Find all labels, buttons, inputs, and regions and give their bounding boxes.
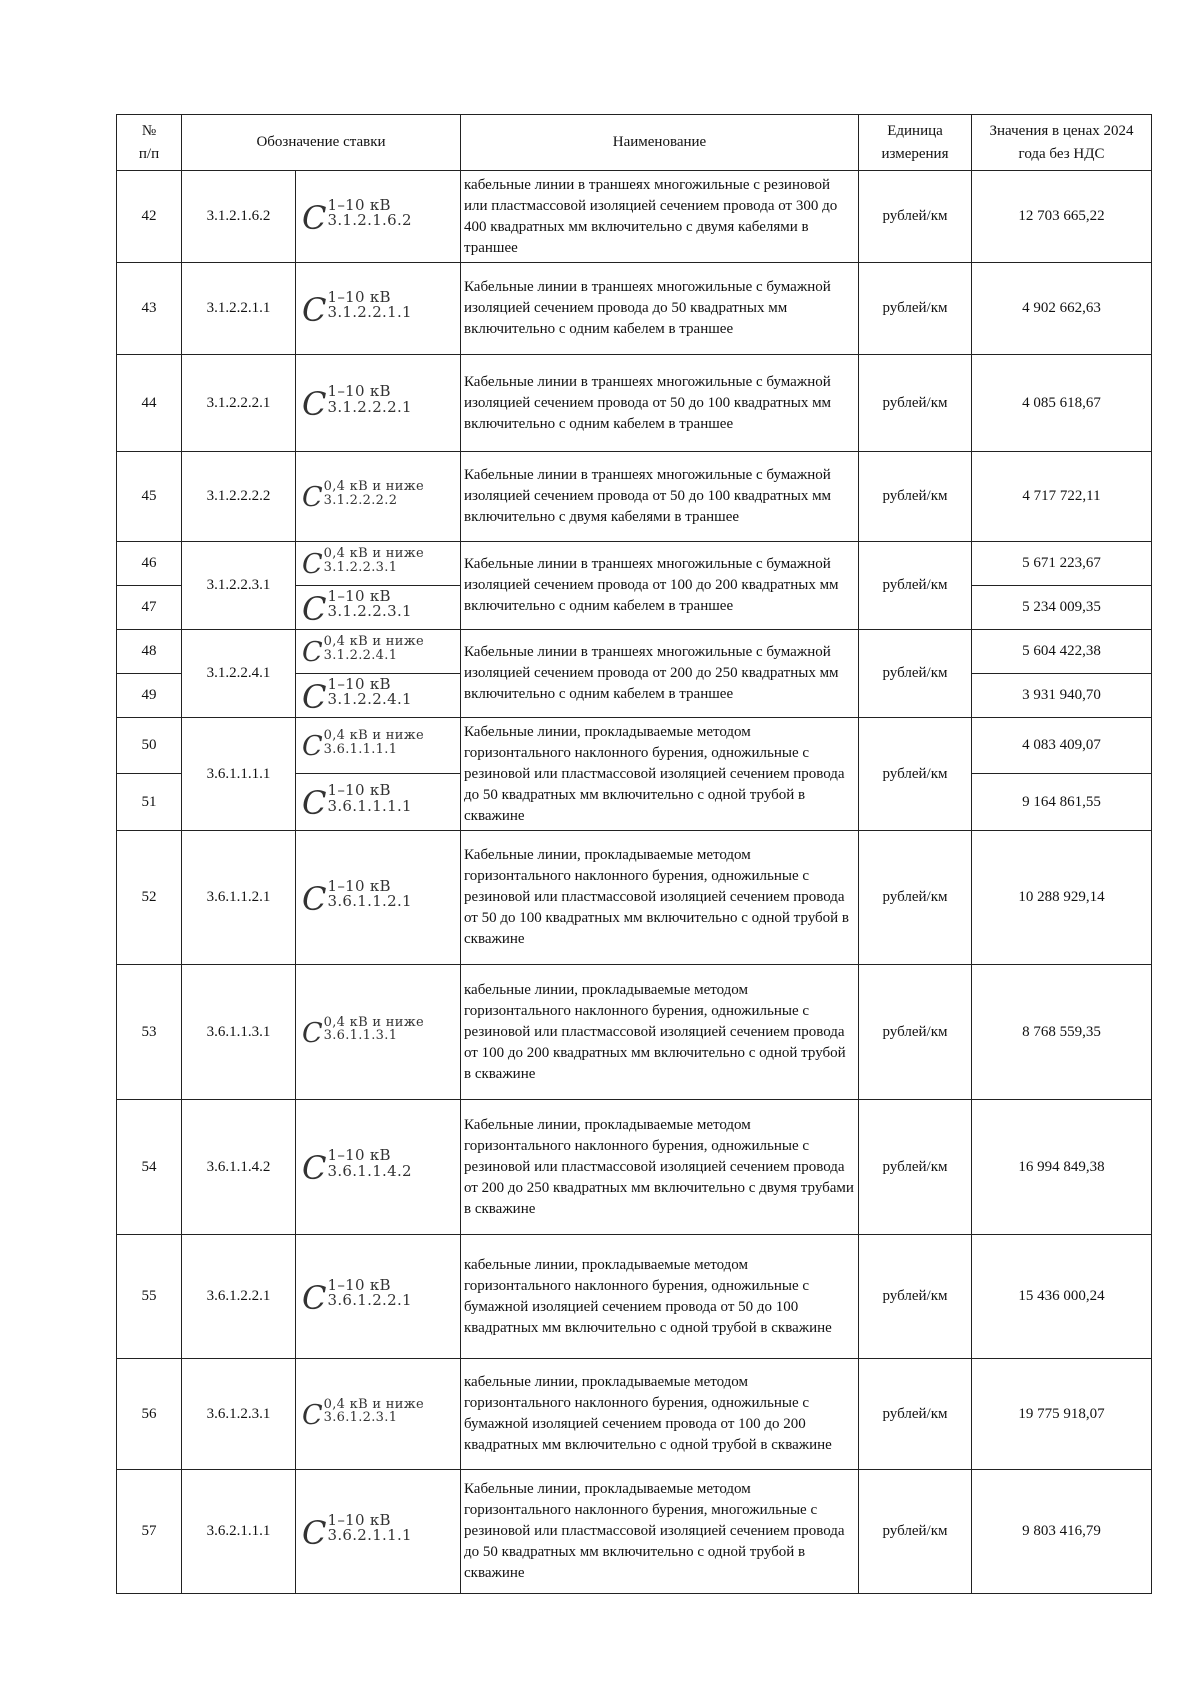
- rate-value: 15 436 000,24: [972, 1235, 1152, 1359]
- rate-symbol-cell: [296, 1359, 461, 1470]
- rate-name: Кабельные линии, прокладываемые методом горизонтального наклонного бурения, одножильные с резиновой или пластмассовой изоляцией сечением провода от 200 до 250 квадратных мм включительно с двумя трубами в скважине: [461, 1100, 859, 1235]
- row-number: 54: [117, 1100, 182, 1235]
- header-row: [117, 115, 1152, 171]
- rate-symbol-cell: [296, 542, 461, 586]
- table-row: [117, 1235, 1152, 1359]
- rate-code: 3.6.2.1.1.1: [182, 1470, 296, 1594]
- rate-value: 5 234 009,35: [972, 586, 1152, 630]
- rate-symbol-cell: [296, 718, 461, 774]
- rate-symbol-index: 3.6.1.2.2.1: [327, 1291, 412, 1310]
- rate-symbol-letter: C: [302, 198, 327, 237]
- row-number: 52: [117, 831, 182, 965]
- rate-symbol: [302, 382, 412, 423]
- rate-value: 3 931 940,70: [972, 674, 1152, 718]
- rate-symbol: [302, 195, 412, 237]
- row-number: 47: [117, 586, 182, 630]
- rate-symbol-voltage: 0,4 кВ и ниже: [323, 634, 424, 649]
- rate-unit: рублей/км: [859, 831, 972, 965]
- rate-name: Кабельные линии в траншеях многожильные с бумажной изоляцией сечением провода от 50 до 100 квадратных мм включительно с двумя кабелями в траншее: [461, 452, 859, 542]
- rate-symbol-index: 3.1.2.2.1.1: [327, 303, 412, 322]
- header-num: № п/п: [117, 115, 182, 171]
- rate-symbol: [302, 1275, 412, 1317]
- rate-value: 10 288 929,14: [972, 831, 1152, 965]
- rate-value: 5 604 422,38: [972, 630, 1152, 674]
- rate-value: 9 164 861,55: [972, 774, 1152, 831]
- rate-symbol-cell: [296, 674, 461, 718]
- rate-symbol-cell: [296, 263, 461, 355]
- row-number: 44: [117, 355, 182, 452]
- rate-symbol-letter: C: [302, 385, 327, 423]
- row-number: 57: [117, 1470, 182, 1594]
- table-row: [117, 542, 1152, 586]
- rate-symbol-voltage: 0,4 кВ и ниже: [323, 728, 424, 743]
- rate-symbol-letter: C: [302, 589, 327, 628]
- rate-code: 3.6.1.1.3.1: [182, 965, 296, 1100]
- table-row: [117, 965, 1152, 1100]
- rate-unit: рублей/км: [859, 630, 972, 718]
- row-number: 48: [117, 630, 182, 674]
- rate-name: Кабельные линии в траншеях многожильные с бумажной изоляцией сечением провода от 100 до 200 квадратных мм включительно с одним кабелем в траншее: [461, 542, 859, 630]
- rate-symbol-letter: C: [302, 1399, 323, 1431]
- rate-unit: рублей/км: [859, 1359, 972, 1470]
- rate-symbol: [302, 674, 412, 716]
- rate-symbol: [302, 1146, 412, 1187]
- rate-symbol-letter: C: [302, 1513, 327, 1552]
- rate-symbol: [302, 480, 424, 511]
- rate-symbol-cell: [296, 831, 461, 965]
- rate-symbol: [302, 635, 424, 666]
- rate-symbol-letter: C: [302, 482, 323, 513]
- rate-value: 9 803 416,79: [972, 1470, 1152, 1594]
- table-row: [117, 831, 1152, 965]
- rate-symbol-index: 3.1.2.2.4.1: [327, 690, 412, 709]
- row-number: 49: [117, 674, 182, 718]
- rate-symbol-scripts: [327, 876, 412, 911]
- rate-symbol-index: 3.6.1.1.1.1: [323, 741, 398, 757]
- rate-symbol-voltage: 1–10 кВ: [327, 382, 391, 400]
- rate-value: 4 083 409,07: [972, 718, 1152, 774]
- rate-symbol-scripts: [324, 547, 424, 574]
- rate-symbol: [302, 1510, 412, 1552]
- rate-symbol-scripts: [327, 674, 412, 709]
- rate-symbol-scripts: [324, 635, 424, 662]
- rate-symbol: [302, 729, 424, 760]
- rate-unit: рублей/км: [859, 1470, 972, 1594]
- rate-code: 3.1.2.2.3.1: [182, 542, 296, 630]
- rate-symbol-cell: [296, 630, 461, 674]
- rate-unit: рублей/км: [859, 355, 972, 452]
- row-number: 53: [117, 965, 182, 1100]
- rate-value: 16 994 849,38: [972, 1100, 1152, 1235]
- rate-symbol-voltage: 0,4 кВ и ниже: [323, 1396, 424, 1412]
- rate-unit: рублей/км: [859, 965, 972, 1100]
- table-row: [117, 452, 1152, 542]
- rate-name: Кабельные линии, прокладываемые методом горизонтального наклонного бурения, одножильные с резиновой или пластмассовой изоляцией сечением провода до 50 квадратных мм включительно с одной трубой в скважине: [461, 718, 859, 831]
- rate-name: кабельные линии, прокладываемые методом горизонтального наклонного бурения, одножильные с бумажной изоляцией сечением провода от 100 до 200 квадратных мм включительно с одной трубой в скважине: [461, 1359, 859, 1470]
- rate-symbol-letter: C: [302, 784, 327, 822]
- rate-symbol: [302, 876, 412, 918]
- rate-symbol-index: 3.1.2.2.2.1: [327, 397, 412, 416]
- header-unit: Единица измерения: [859, 115, 972, 171]
- rate-symbol-cell: [296, 965, 461, 1100]
- row-number: 50: [117, 718, 182, 774]
- rate-symbol-letter: C: [302, 1149, 327, 1187]
- rate-symbol-voltage: 1–10 кВ: [327, 586, 391, 605]
- rate-symbol-voltage: 0,4 кВ и ниже: [323, 1014, 424, 1030]
- rate-symbol-scripts: [327, 586, 412, 621]
- rate-symbol-cell: [296, 1470, 461, 1594]
- rate-symbol-index: 3.1.2.2.3.1: [327, 602, 412, 621]
- rate-code: 3.6.1.2.3.1: [182, 1359, 296, 1470]
- rate-unit: рублей/км: [859, 1100, 972, 1235]
- rate-code: 3.1.2.2.4.1: [182, 630, 296, 718]
- rate-symbol-cell: [296, 1100, 461, 1235]
- rate-symbol-scripts: [324, 1398, 424, 1425]
- rate-name: кабельные линии, прокладываемые методом горизонтального наклонного бурения, одножильные с бумажной изоляцией сечением провода от 50 до 100 квадратных мм включительно с одной трубой в скважине: [461, 1235, 859, 1359]
- rate-symbol: [302, 586, 412, 628]
- rate-symbol-letter: C: [302, 637, 323, 668]
- rate-symbol-voltage: 1–10 кВ: [327, 1510, 391, 1529]
- rate-name: Кабельные линии в траншеях многожильные с бумажной изоляцией сечением провода до 50 квадратных мм включительно с одним кабелем в траншее: [461, 263, 859, 355]
- rate-unit: рублей/км: [859, 542, 972, 630]
- rate-name: Кабельные линии в траншеях многожильные с бумажной изоляцией сечением провода от 200 до 250 квадратных мм включительно с одним кабелем в траншее: [461, 630, 859, 718]
- rate-symbol-scripts: [327, 1275, 412, 1310]
- rate-symbol-scripts: [327, 1148, 411, 1180]
- rate-value: 4 717 722,11: [972, 452, 1152, 542]
- header-name: Наименование: [461, 115, 859, 171]
- rate-symbol-voltage: 1–10 кВ: [327, 1275, 391, 1294]
- rate-symbol-index: 3.6.1.1.2.1: [327, 892, 412, 911]
- rate-name: Кабельные линии, прокладываемые методом горизонтального наклонного бурения, одножильные с резиновой или пластмассовой изоляцией сечением провода от 50 до 100 квадратных мм включительно с одной трубой в скважине: [461, 831, 859, 965]
- rate-unit: рублей/км: [859, 1235, 972, 1359]
- rate-symbol-scripts: [327, 783, 411, 815]
- table-row: [117, 718, 1152, 774]
- rate-symbol-scripts: [327, 384, 411, 416]
- rate-symbol-scripts: [324, 729, 424, 756]
- rate-symbol-index: 3.6.2.1.1.1: [327, 1526, 412, 1545]
- row-number: 56: [117, 1359, 182, 1470]
- rate-symbol: [302, 1016, 424, 1047]
- row-number: 42: [117, 171, 182, 263]
- rate-symbol: [302, 1398, 424, 1429]
- rate-symbol-letter: C: [302, 1278, 327, 1317]
- rate-value: 4 085 618,67: [972, 355, 1152, 452]
- header-value: Значения в ценах 2024 года без НДС: [972, 115, 1152, 171]
- rate-symbol-letter: C: [302, 290, 327, 329]
- rate-symbol-index: 3.1.2.2.3.1: [323, 559, 398, 575]
- rate-symbol-voltage: 0,4 кВ и ниже: [323, 479, 424, 494]
- rate-symbol-index: 3.1.2.2.4.1: [323, 647, 398, 663]
- rate-symbol-voltage: 1–10 кВ: [327, 1146, 391, 1164]
- table-row: [117, 263, 1152, 355]
- rate-unit: рублей/км: [859, 718, 972, 831]
- rate-symbol: [302, 547, 424, 578]
- rate-symbol-index: 3.6.1.2.3.1: [323, 1410, 398, 1426]
- table-row: [117, 1100, 1152, 1235]
- rate-symbol-letter: C: [302, 731, 323, 762]
- row-number: 55: [117, 1235, 182, 1359]
- rate-symbol-voltage: 1–10 кВ: [327, 287, 391, 306]
- rate-value: 5 671 223,67: [972, 542, 1152, 586]
- rate-symbol-letter: C: [302, 879, 327, 918]
- rate-name: Кабельные линии, прокладываемые методом горизонтального наклонного бурения, многожильные с резиновой или пластмассовой изоляцией сечением провода до 50 квадратных мм включительно с одной трубой в скважине: [461, 1470, 859, 1594]
- row-number: 45: [117, 452, 182, 542]
- rate-symbol-scripts: [324, 480, 424, 507]
- rate-unit: рублей/км: [859, 171, 972, 263]
- table-row: [117, 171, 1152, 263]
- header-rate-designation: Обозначение ставки: [182, 115, 461, 171]
- rate-code: 3.1.2.2.2.2: [182, 452, 296, 542]
- rate-symbol-voltage: 1–10 кВ: [327, 195, 391, 214]
- rate-symbol-index: 3.6.1.1.4.2: [327, 1161, 412, 1180]
- row-number: 51: [117, 774, 182, 831]
- rate-code: 3.1.2.1.6.2: [182, 171, 296, 263]
- rate-symbol-voltage: 1–10 кВ: [327, 781, 391, 799]
- row-number: 43: [117, 263, 182, 355]
- rate-code: 3.1.2.2.2.1: [182, 355, 296, 452]
- rate-code: 3.1.2.2.1.1: [182, 263, 296, 355]
- rate-symbol-cell: [296, 774, 461, 831]
- rate-symbol-cell: [296, 586, 461, 630]
- rate-unit: рублей/км: [859, 452, 972, 542]
- rate-code: 3.6.1.1.4.2: [182, 1100, 296, 1235]
- rate-symbol-letter: C: [302, 549, 323, 580]
- rate-code: 3.6.1.2.2.1: [182, 1235, 296, 1359]
- rate-code: 3.6.1.1.2.1: [182, 831, 296, 965]
- rate-symbol-index: 3.1.2.1.6.2: [327, 211, 412, 230]
- rate-symbol-cell: [296, 355, 461, 452]
- rate-symbol-scripts: [327, 1510, 412, 1545]
- rate-symbol-scripts: [324, 1016, 424, 1043]
- rate-symbol-index: 3.1.2.2.2.2: [323, 492, 398, 508]
- rate-symbol-voltage: 0,4 кВ и ниже: [323, 546, 424, 561]
- rate-symbol-letter: C: [302, 677, 327, 716]
- rate-symbol-voltage: 1–10 кВ: [327, 876, 391, 895]
- rate-symbol-index: 3.6.1.1.3.1: [323, 1028, 398, 1044]
- rate-symbol-cell: [296, 171, 461, 263]
- rate-symbol-cell: [296, 452, 461, 542]
- rate-symbol-letter: C: [302, 1017, 323, 1049]
- rates-table: [116, 114, 1152, 1594]
- rate-symbol-scripts: [327, 195, 412, 230]
- rate-symbol-cell: [296, 1235, 461, 1359]
- table-row: [117, 1470, 1152, 1594]
- rate-name: кабельные линии в траншеях многожильные с резиновой или пластмассовой изоляцией сечением провода от 300 до 400 квадратных мм включительно с двумя кабелями в траншее: [461, 171, 859, 263]
- rate-name: Кабельные линии в траншеях многожильные с бумажной изоляцией сечением провода от 50 до 100 квадратных мм включительно с одним кабелем в траншее: [461, 355, 859, 452]
- rate-value: 19 775 918,07: [972, 1359, 1152, 1470]
- rate-value: 8 768 559,35: [972, 965, 1152, 1100]
- rate-symbol: [302, 287, 412, 329]
- table-row: [117, 1359, 1152, 1470]
- rate-value: 12 703 665,22: [972, 171, 1152, 263]
- rate-value: 4 902 662,63: [972, 263, 1152, 355]
- rate-symbol: [302, 781, 412, 822]
- rate-name: кабельные линии, прокладываемые методом горизонтального наклонного бурения, одножильные с резиновой или пластмассовой изоляцией сечением провода от 100 до 200 квадратных мм включительно с одной трубой в скважине: [461, 965, 859, 1100]
- table-row: [117, 630, 1152, 674]
- rate-symbol-index: 3.6.1.1.1.1: [327, 796, 412, 815]
- rate-symbol-voltage: 1–10 кВ: [327, 674, 391, 693]
- rate-code: 3.6.1.1.1.1: [182, 718, 296, 831]
- rate-symbol-scripts: [327, 287, 412, 322]
- row-number: 46: [117, 542, 182, 586]
- rate-unit: рублей/км: [859, 263, 972, 355]
- table-row: [117, 355, 1152, 452]
